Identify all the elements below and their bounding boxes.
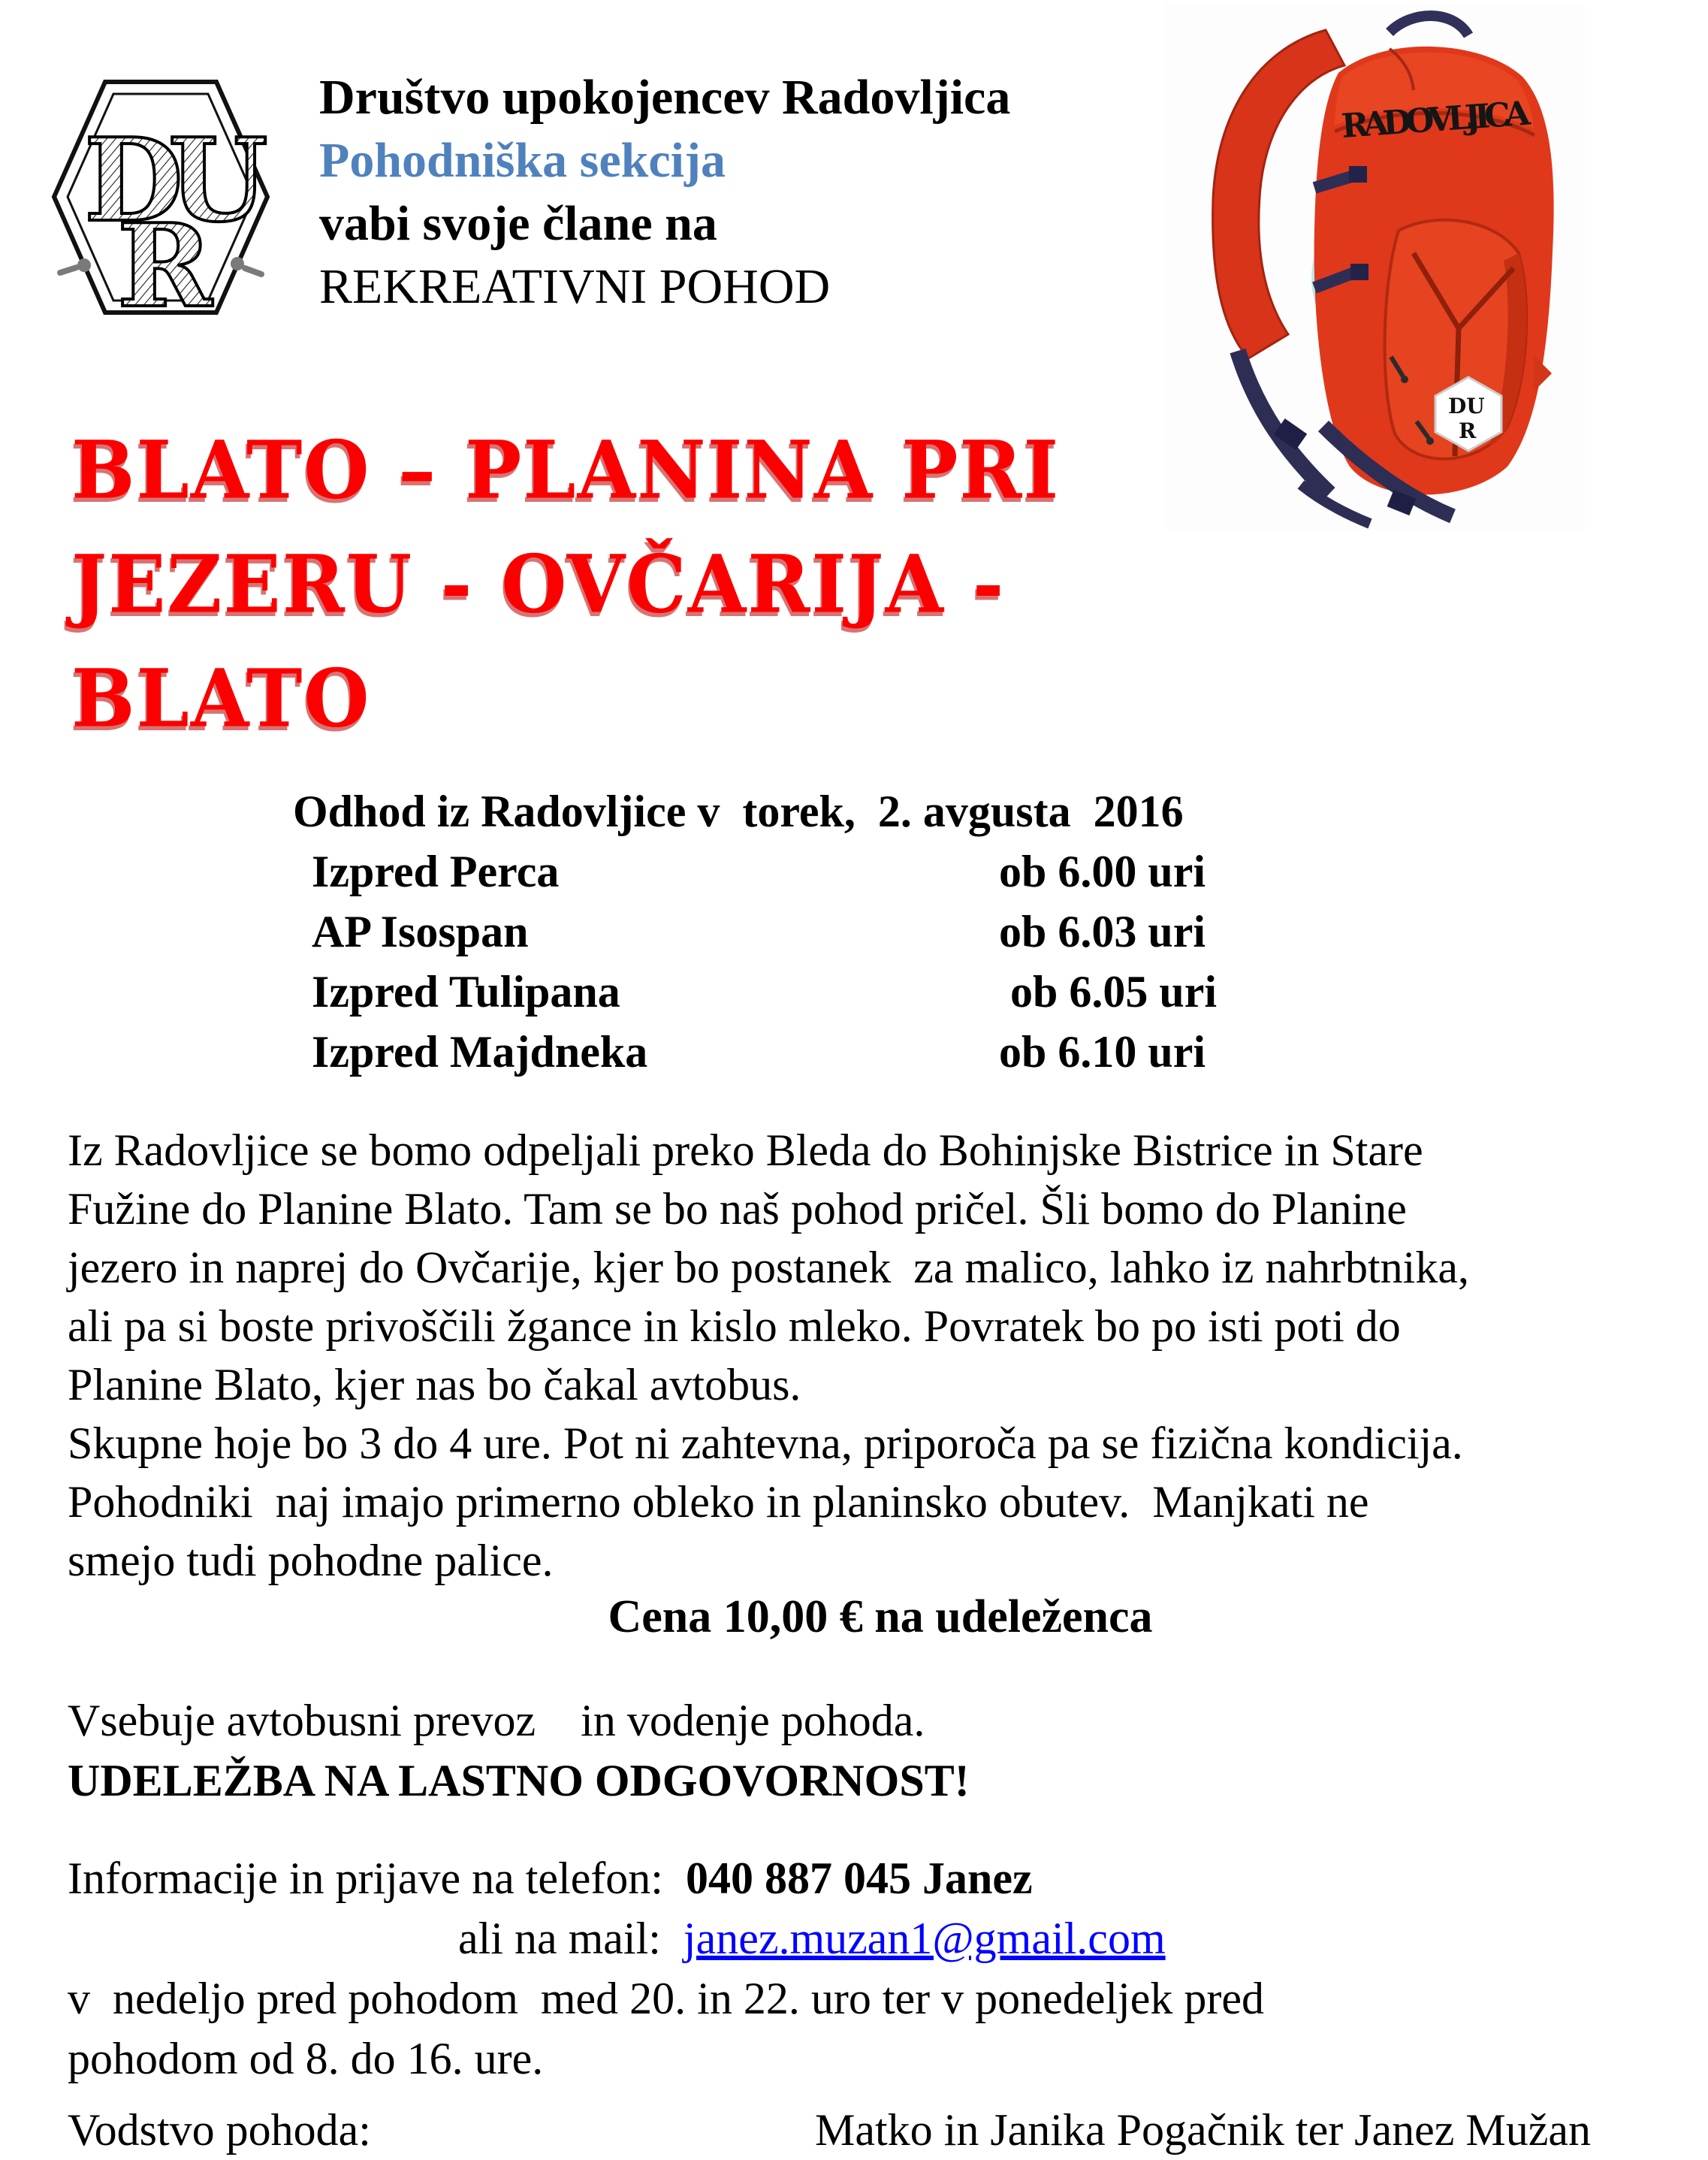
- phone-label: Informacije in prijave na telefon:: [68, 1853, 686, 1903]
- description-paragraph: [68, 1121, 1469, 1590]
- description-line: Fužine do Planine Blato. Tam se bo naš pohod pričel. Šli bomo do Planine: [68, 1184, 1407, 1234]
- route-title-line2: JEZERU - OVČARIJA -: [71, 537, 1006, 632]
- backpack-brand-text: RADOVLJICA: [1340, 94, 1532, 146]
- club-logo: [47, 71, 274, 323]
- description-line: Pohodniki naj imajo primerno obleko in planinsko obutev. Manjkati ne: [68, 1477, 1369, 1527]
- description-line: Skupne hoje bo 3 do 4 ure. Pot ni zahtevna, priporoča pa se fizična kondicija.: [68, 1418, 1463, 1468]
- patch-letter-r: R: [1459, 418, 1477, 443]
- email-link[interactable]: janez.muzan1@gmail.com: [683, 1914, 1166, 1963]
- leaders-label: Vodstvo pohoda:: [68, 2105, 371, 2155]
- route-title-line1: BLATO – PLANINA PRI: [71, 423, 1061, 518]
- route-title: [71, 409, 1060, 752]
- contact-block: [68, 1848, 1264, 2089]
- phone-number: 040 887 045 Janez: [685, 1853, 1033, 1903]
- mail-label: ali na mail:: [458, 1914, 684, 1963]
- stop-name: AP Isospan: [312, 907, 529, 956]
- availability-line: v nedeljo pred pohodom med 20. in 22. uro ter v ponedeljek pred: [68, 1974, 1264, 2023]
- stop-time: ob 6.03 uri: [999, 907, 1206, 956]
- responsibility-line: UDELEŽBA NA LASTNO ODGOVORNOST!: [68, 1756, 970, 1805]
- description-line: jezero in naprej do Ovčarije, kjer bo postanek za malico, lahko iz nahrbtnika,: [68, 1243, 1469, 1292]
- stop-time: ob 6.05 uri: [1010, 967, 1218, 1017]
- leaders-names: Matko in Janika Pogačnik ter Janez Mužan: [815, 2105, 1592, 2155]
- description-line: Planine Blato, kjer nas bo čakal avtobus.: [68, 1360, 801, 1409]
- logo-letter-u: U: [168, 113, 268, 247]
- stop-time: ob 6.00 uri: [999, 847, 1206, 896]
- backpack-image: [1164, 4, 1585, 530]
- phone-line: [68, 1848, 1264, 1908]
- section-name: Pohodniška sekcija: [319, 133, 726, 188]
- includes-block: [68, 1690, 970, 1811]
- club-logo-hexagon-icon: [47, 71, 274, 323]
- backpack-illustration-icon: [1164, 4, 1585, 530]
- schedule-heading: Odhod iz Radovljice v torek, 2. avgusta 2016: [293, 787, 1184, 836]
- org-name: Društvo upokojencev Radovljica: [319, 70, 1011, 125]
- includes-line: Vsebuje avtobusni prevoz in vodenje pohoda.: [68, 1696, 925, 1745]
- stop-name: Izpred Tulipana: [312, 967, 620, 1017]
- stop-name: Izpred Majdneka: [312, 1027, 648, 1077]
- stop-name: Izpred Perca: [312, 847, 560, 896]
- mail-line: [458, 1908, 1264, 1968]
- logo-letter-r: R: [117, 198, 213, 323]
- stop-time: ob 6.10 uri: [999, 1027, 1206, 1077]
- price-line: Cena 10,00 € na udeleženca: [608, 1591, 1153, 1642]
- availability-line: pohodom od 8. do 16. ure.: [68, 2034, 544, 2083]
- patch-letters-du: DU: [1448, 394, 1485, 418]
- description-line: smejo tudi pohodne palice.: [68, 1536, 554, 1585]
- header-block: [319, 66, 1010, 319]
- event-type: REKREATIVNI POHOD: [319, 259, 831, 314]
- description-line: Iz Radovljice se bomo odpeljali preko Bleda do Bohinjske Bistrice in Stare: [68, 1125, 1423, 1175]
- invite-text: vabi svoje člane na: [319, 196, 717, 251]
- logo-letter-d: D: [84, 113, 183, 247]
- description-line: ali pa si boste privoščili žgance in kislo mleko. Povratek bo po isti poti do: [68, 1301, 1401, 1351]
- route-title-line3: BLATO: [71, 651, 371, 746]
